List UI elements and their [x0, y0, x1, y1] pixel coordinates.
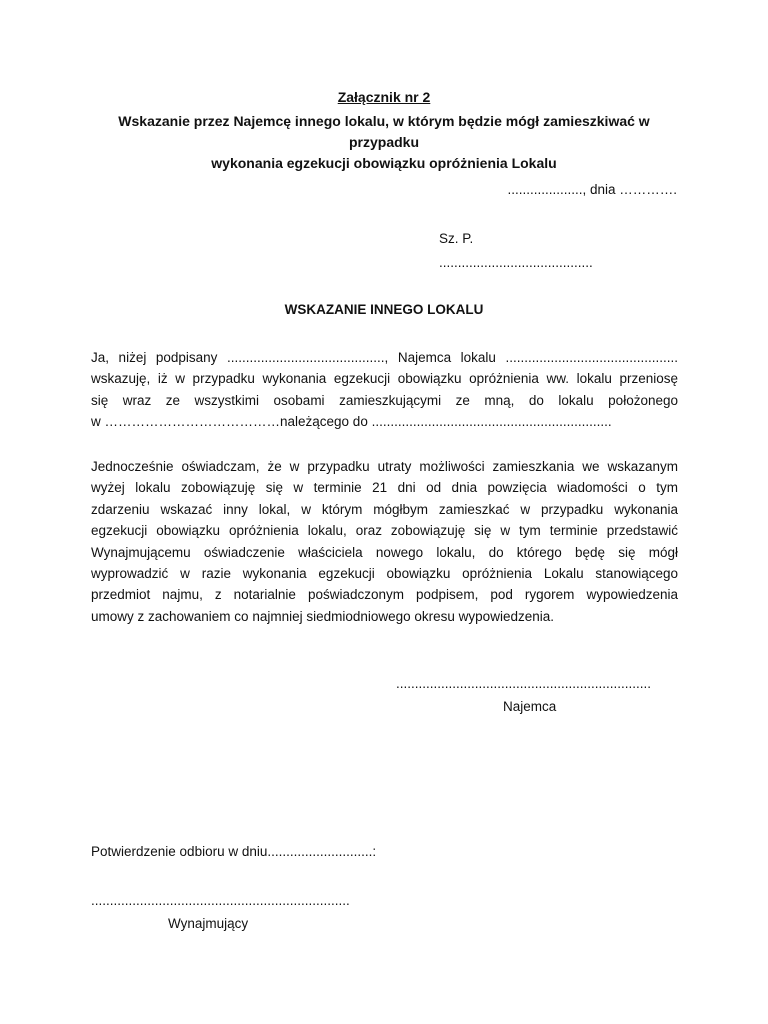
document-subtitle: [84, 111, 684, 174]
paragraph-line: Jednocześnie oświadczam, że w przypadku utraty możliwości zamieszkania we wskazanym: [91, 459, 678, 474]
subtitle-line-2: wykonania egzekucji obowiązku opróżnienia Lokalu: [211, 155, 557, 171]
paragraph-line: wyprowadzić w razie wykonania egzekucji obowiązku opróżnienia Lokalu stanowiącego: [91, 566, 678, 582]
recipient-name-line: .........................................: [439, 255, 593, 270]
date-line: ...................., dnia ………….: [507, 182, 677, 197]
landlord-signature-label: Wynajmujący: [168, 916, 249, 931]
paragraph-line: przedmiot najmu, z notarialnie poświadczonym podpisem, pod rygorem wypowiedzenia: [91, 587, 678, 603]
recipient-salutation: Sz. P.: [439, 231, 474, 246]
paragraph-line: umowy z zachowaniem co najmniej siedmiodniowego okresu wypowiedzenia.: [91, 608, 554, 624]
tenant-signature-label: Najemca: [503, 699, 557, 714]
declaration-paragraph: [91, 347, 678, 433]
paragraph-line: zdarzeniu wskazać inny lokal, w którym mógłbym zamieszkać w przypadku wykonania: [91, 501, 678, 517]
paragraph-line: w …………………………………należącego do ................................................................: [91, 414, 612, 430]
paragraph-line: Ja, niżej podpisany .........................................., Najemca lokalu ..............................................: [91, 350, 678, 365]
landlord-signature-line: .....................................................................: [91, 893, 350, 908]
paragraph-line: wskazuję, iż w przypadku wykonania egzekucji obowiązku opróżnienia ww. lokalu przeniosę: [91, 371, 678, 387]
paragraph-line: się wraz ze wszystkimi osobami zamieszkującymi ze mną, do lokalu położonego: [91, 392, 678, 408]
paragraph-line: wyżej lokalu zobowiązuję się w terminie 21 dni od dnia powzięcia wiadomości o tym: [91, 480, 678, 496]
obligation-paragraph: [91, 456, 678, 627]
main-heading: WSKAZANIE INNEGO LOKALU: [284, 302, 484, 317]
tenant-signature-line: ....................................................................: [396, 676, 652, 691]
paragraph-line: Wynajmującemu oświadczenie właściciela nowego lokalu, do którego będę się mógł: [91, 544, 678, 560]
paragraph-line: egzekucji obowiązku opróżnienia lokalu, oraz zobowiązuję się w tym terminie przedstawić: [91, 523, 678, 539]
attachment-title: Załącznik nr 2: [337, 89, 431, 105]
receipt-confirmation: Potwierdzenie odbioru w dniu............................:: [91, 844, 377, 859]
subtitle-line-1: Wskazanie przez Najemcę innego lokalu, w którym będzie mógł zamieszkiwać w przypadku: [118, 113, 650, 150]
